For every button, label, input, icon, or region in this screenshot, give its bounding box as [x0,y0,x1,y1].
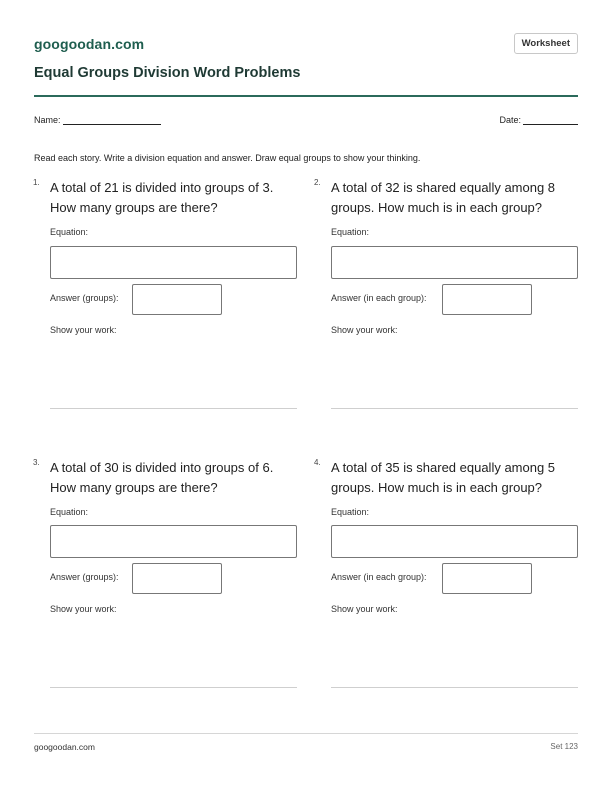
name-blank[interactable] [63,114,161,125]
work-label: Show your work: [50,604,117,614]
work-label: Show your work: [50,325,117,335]
page-title: Equal Groups Division Word Problems [34,65,301,81]
problem-3 [33,458,283,693]
work-line[interactable] [50,408,297,409]
equation-box[interactable] [331,525,578,558]
date-field [499,114,578,125]
problem-text-line-1: A total of 21 is divided into groups of 3. [50,180,274,195]
answer-box[interactable] [132,284,222,315]
header-divider [34,95,578,97]
problem-text-line-1: A total of 30 is divided into groups of 6. [50,460,274,475]
footer-set: Set 123 [550,742,578,751]
equation-label: Equation: [50,507,89,517]
problem-number: 4. [314,458,321,467]
problem-2 [314,178,564,413]
brand-logo: googoodan.com [34,36,145,52]
work-line[interactable] [50,687,297,688]
problem-text [50,458,290,498]
work-label: Show your work: [331,604,398,614]
problem-number: 1. [33,178,40,187]
problem-text [331,178,571,218]
problem-text-line-1: A total of 35 is shared equally among 5 [331,460,556,475]
date-blank[interactable] [523,114,578,125]
equation-label: Equation: [50,227,89,237]
worksheet-badge: Worksheet [514,33,578,54]
problem-text-line-2: How many groups are there? [50,480,218,495]
name-label: Name: [34,115,61,125]
problem-1 [33,178,283,413]
problem-number: 2. [314,178,321,187]
answer-label: Answer (in each group): [331,293,427,303]
problem-text [50,178,290,218]
problem-text-line-1: A total of 32 is shared equally among 8 [331,180,556,195]
answer-label: Answer (groups): [50,293,119,303]
answer-box[interactable] [442,284,532,315]
equation-box[interactable] [50,525,297,558]
equation-label: Equation: [331,227,370,237]
work-line[interactable] [331,408,578,409]
problem-number: 3. [33,458,40,467]
problem-text-line-2: How many groups are there? [50,200,218,215]
equation-box[interactable] [331,246,578,279]
footer-divider [34,733,578,734]
answer-label: Answer (groups): [50,572,119,582]
problem-text-line-2: groups. How much is in each group? [331,200,543,215]
answer-label: Answer (in each group): [331,572,427,582]
footer-site: googoodan.com [34,742,95,752]
work-line[interactable] [331,687,578,688]
equation-label: Equation: [331,507,370,517]
answer-box[interactable] [442,563,532,594]
answer-box[interactable] [132,563,222,594]
name-field [34,114,161,125]
work-label: Show your work: [331,325,398,335]
problem-text-line-2: groups. How much is in each group? [331,480,543,495]
problem-4 [314,458,564,693]
equation-box[interactable] [50,246,297,279]
problem-text [331,458,571,498]
instructions: Read each story. Write a division equation and answer. Draw equal groups to show your thinking. [34,153,421,163]
date-label: Date: [499,115,521,125]
